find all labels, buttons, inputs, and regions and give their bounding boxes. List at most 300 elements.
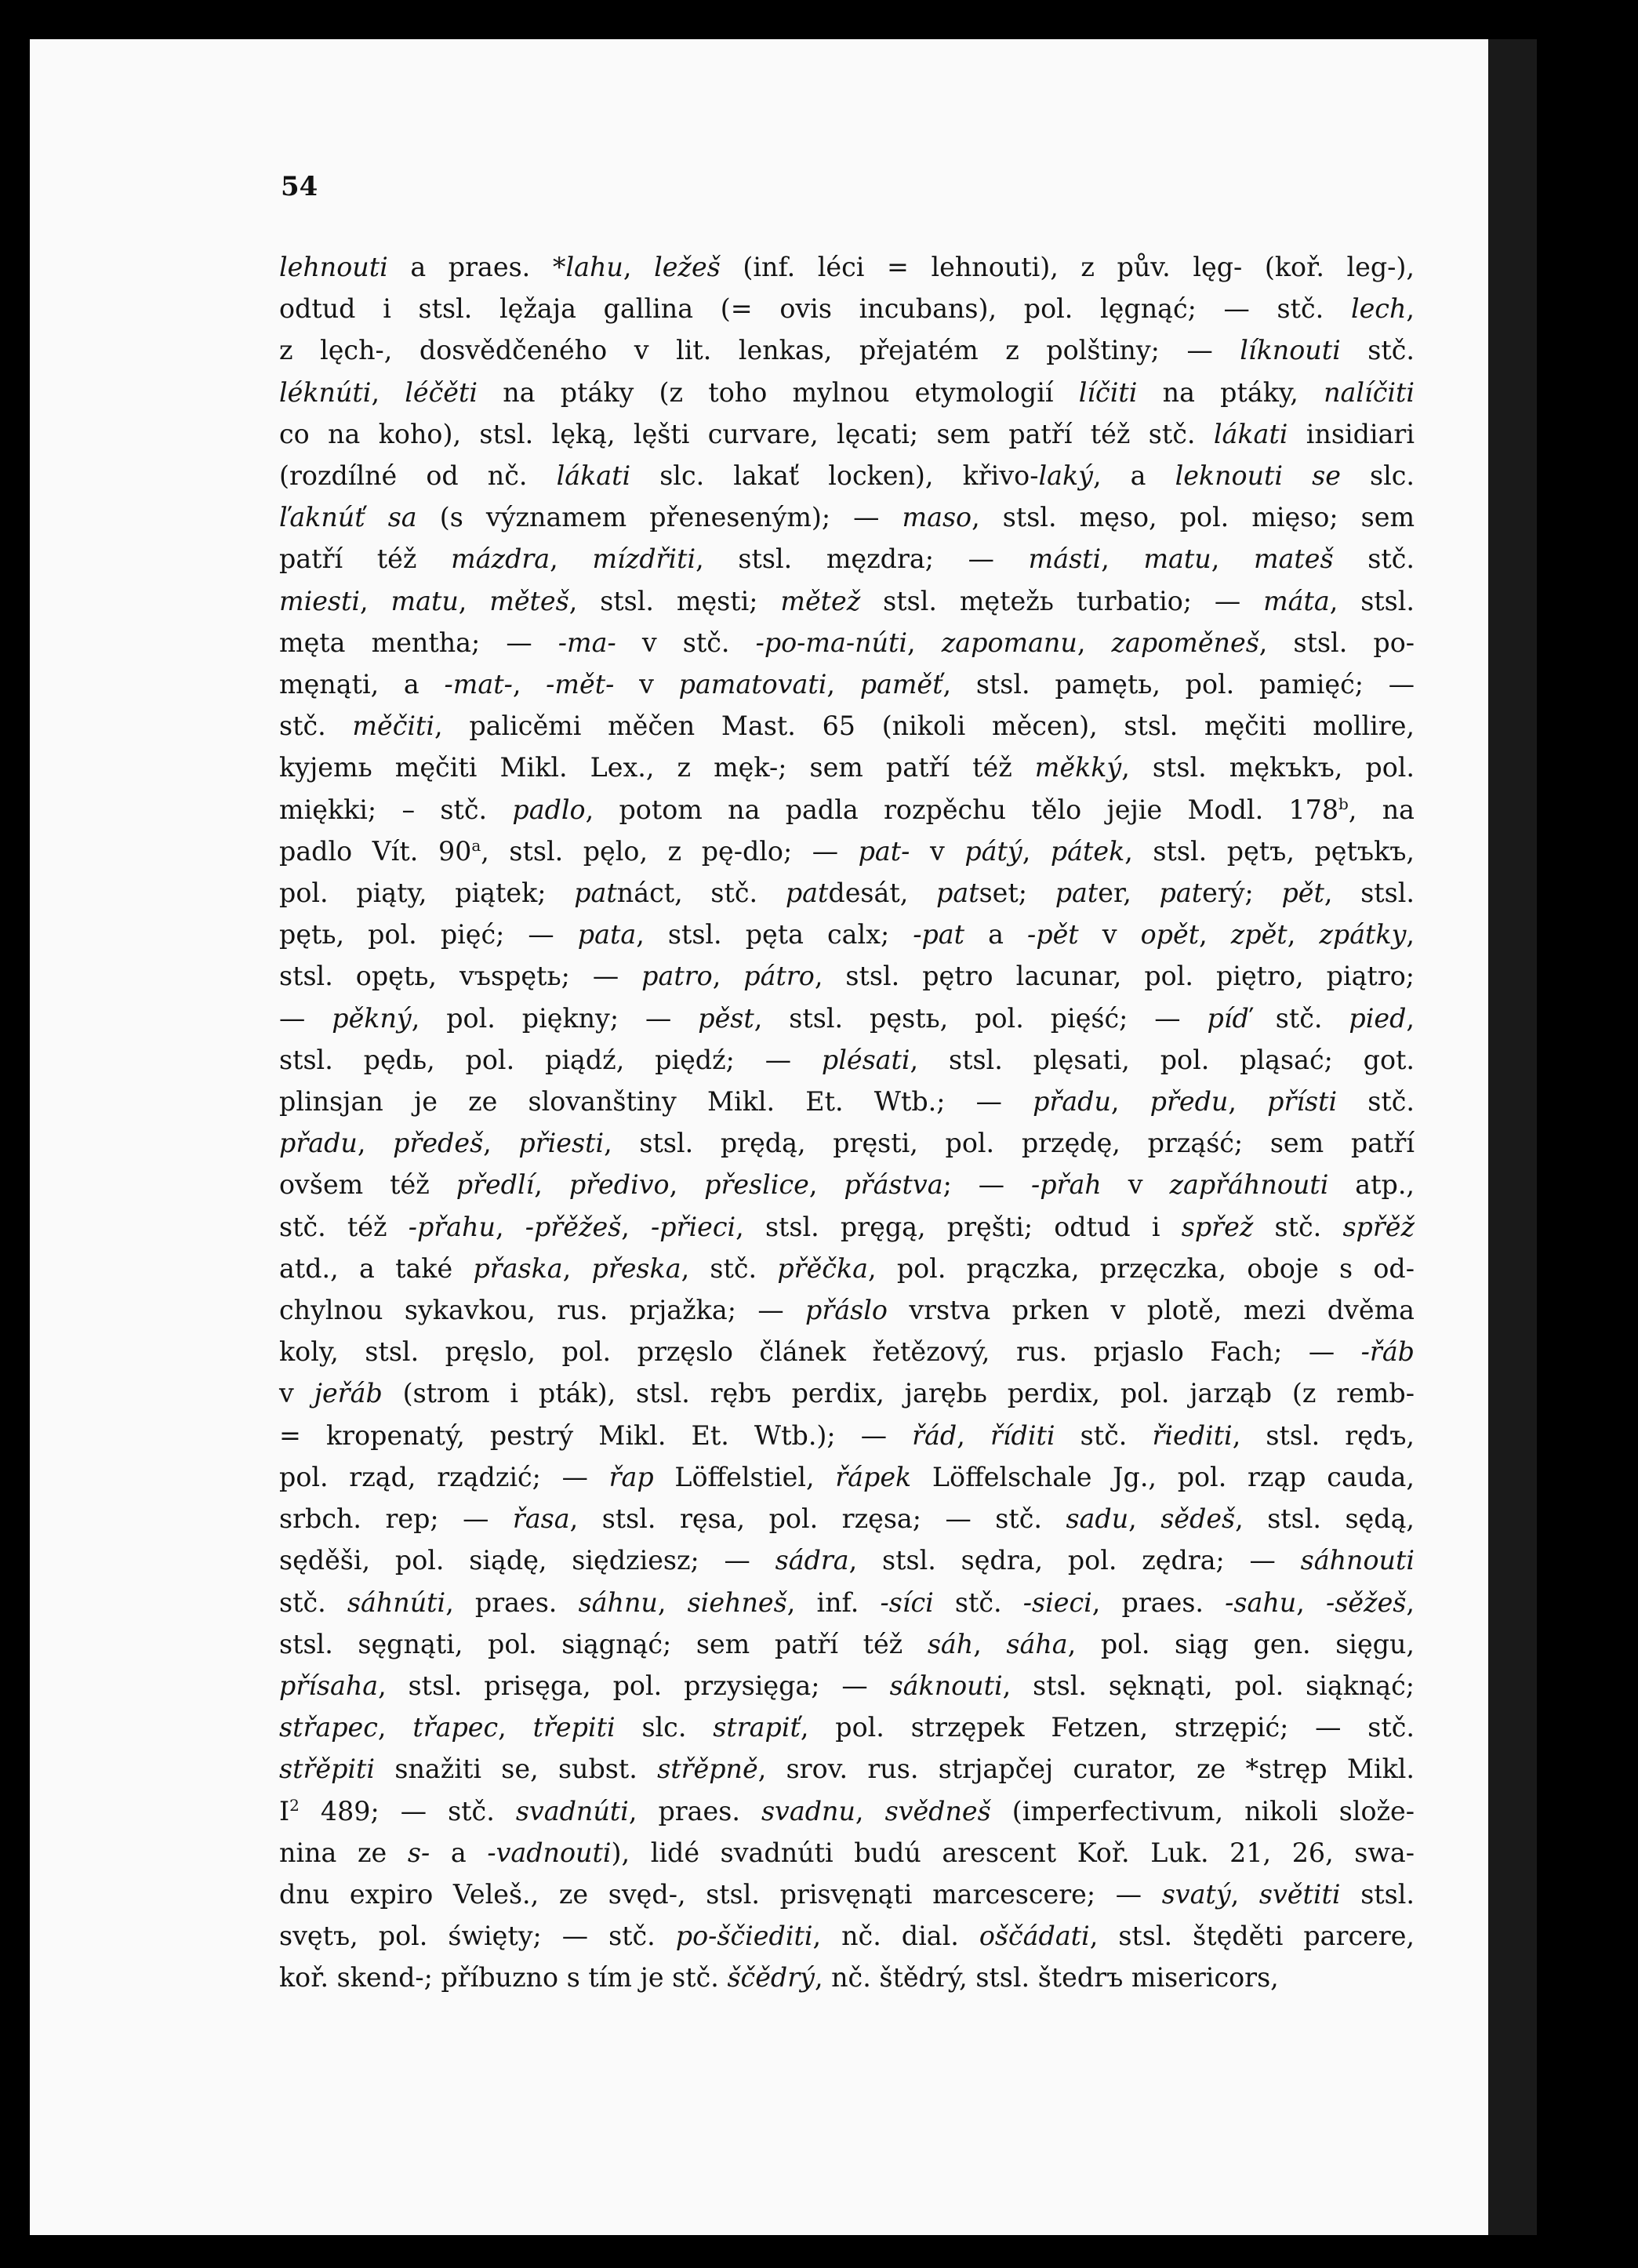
- text-line: [279, 1832, 1415, 1874]
- italic-term: *lahu: [552, 252, 623, 282]
- text-segment: ,: [1406, 1002, 1415, 1034]
- text-segment: , stsl. sędra, pol. zędra; —: [848, 1545, 1301, 1576]
- text-segment: ; —: [942, 1169, 1031, 1201]
- italic-term: pat: [1159, 878, 1203, 909]
- text-segment: stč.: [279, 1587, 347, 1618]
- italic-term: ľaknúť sa: [279, 502, 417, 533]
- text-line: [279, 998, 1415, 1039]
- text-segment: odtud i stsl. lęžaja gallina (= ovis incubans), pol. lęgnąć; — stč.: [279, 293, 1351, 325]
- text-segment: , stsl. ręsa, pol. rzęsa; — stč.: [569, 1503, 1066, 1535]
- italic-term: strapiť: [713, 1712, 801, 1743]
- text-line: [279, 1498, 1415, 1539]
- italic-term: miesti: [279, 585, 361, 616]
- italic-term: po-ščiediti: [675, 1921, 813, 1952]
- text-segment: ,: [957, 1419, 990, 1451]
- text-line: [279, 1206, 1415, 1248]
- text-segment: stsl. opętь, vъspętь; —: [279, 961, 642, 992]
- italic-term: řád: [912, 1419, 957, 1451]
- text-segment: , stsl. sędą,: [1235, 1503, 1415, 1535]
- italic-term: mázdra: [451, 543, 550, 575]
- text-segment: , stsl. plęsati, pol. pląsać; got.: [910, 1044, 1415, 1075]
- text-segment: , nč. dial.: [812, 1921, 979, 1952]
- text-segment: , a: [1092, 460, 1175, 492]
- italic-term: mětež: [780, 585, 861, 616]
- italic-term: předu: [1150, 1086, 1229, 1118]
- text-segment: vrstva prken v plotě, mezi dvěma: [887, 1295, 1415, 1326]
- text-segment: , stsl. prisęga, pol. przysięga; —: [378, 1670, 890, 1701]
- italic-term: opět: [1140, 919, 1200, 950]
- text-segment: ,: [1406, 919, 1415, 950]
- text-line: [279, 1539, 1415, 1581]
- italic-term: matu: [390, 585, 459, 616]
- text-segment: , stč.: [681, 1252, 778, 1284]
- text-segment: , stsl. męso, pol. mięso; sem: [972, 502, 1415, 533]
- italic-term: přiesti: [518, 1128, 605, 1159]
- italic-term: -pat: [913, 919, 965, 950]
- italic-term: pata: [577, 919, 637, 950]
- italic-term: svadnúti: [515, 1795, 629, 1826]
- text-line: [279, 1623, 1415, 1665]
- italic-term: lákati: [556, 460, 631, 492]
- text-line: [279, 1122, 1415, 1164]
- text-segment: ,: [1128, 1503, 1161, 1535]
- text-segment: , stsl. pamętь, pol. pamięć; —: [942, 669, 1415, 700]
- text-segment: , pol. strzępek Fetzen, strzępić; — stč.: [800, 1712, 1415, 1743]
- text-line: [279, 955, 1415, 997]
- text-segment: ,: [712, 961, 744, 992]
- text-segment: ,: [855, 1795, 885, 1826]
- text-segment: ,: [973, 1628, 1007, 1659]
- italic-term: třepiti: [532, 1712, 616, 1743]
- text-segment: ,: [1077, 627, 1112, 658]
- text-segment: , stsl. mękъkъ, pol.: [1121, 752, 1415, 783]
- text-line: [279, 914, 1415, 955]
- italic-term: jeřáb: [314, 1378, 383, 1409]
- italic-term: maso: [902, 502, 972, 533]
- text-line: [279, 538, 1415, 580]
- italic-term: mízdřiti: [592, 543, 696, 575]
- italic-term: přaska: [473, 1252, 563, 1284]
- text-segment: , pol. prączka, przęczka, oboje s od-: [867, 1252, 1415, 1284]
- text-line: [279, 1248, 1415, 1289]
- text-segment: atp.,: [1328, 1169, 1415, 1201]
- text-line: [279, 1748, 1415, 1790]
- italic-term: pátek: [1050, 835, 1125, 867]
- italic-term: sáhnúti: [347, 1587, 446, 1618]
- text-segment: v: [614, 669, 679, 700]
- text-segment: stč.: [1055, 1419, 1153, 1451]
- text-segment: , stsl. rędъ,: [1232, 1419, 1415, 1451]
- text-line: [279, 329, 1415, 371]
- italic-term: -po-ma-núti: [755, 627, 908, 658]
- italic-term: pátro: [743, 961, 815, 992]
- text-line: [279, 1582, 1415, 1623]
- text-segment: (rozdílné od nč.: [279, 460, 557, 492]
- italic-term: -síci: [880, 1587, 934, 1618]
- text-line: [279, 622, 1415, 663]
- text-segment: stč.: [1333, 543, 1415, 575]
- italic-term: přeslice: [704, 1169, 809, 1201]
- text-segment: sęděši, pol. siądę, siędziesz; —: [279, 1545, 775, 1576]
- text-line: [279, 831, 1415, 872]
- text-segment: ,: [621, 1211, 652, 1242]
- italic-term: sáh: [927, 1628, 974, 1659]
- italic-term: -mat-: [444, 669, 513, 700]
- text-segment: pol. piąty, piątek;: [279, 878, 575, 909]
- italic-term: patro: [641, 961, 713, 992]
- text-segment: , stsl. štęděti parcere,: [1089, 1921, 1415, 1952]
- text-segment: stsl. pędь, pol. piądź, piędź; —: [279, 1044, 822, 1075]
- text-segment: v: [1101, 1169, 1170, 1201]
- italic-term: plésati: [821, 1044, 910, 1075]
- text-segment: stsl.: [1340, 1878, 1415, 1910]
- text-segment: miękki; – stč.: [279, 794, 513, 825]
- text-segment: stč. též: [279, 1211, 409, 1242]
- text-segment: atd., a také: [279, 1252, 474, 1284]
- italic-term: nalíčiti: [1324, 376, 1415, 408]
- italic-term: přísaha: [279, 1670, 379, 1701]
- text-segment: = kropenatý, pestrý Mikl. Et. Wtb.); —: [279, 1419, 913, 1451]
- italic-term: předeš: [393, 1128, 484, 1159]
- text-segment: , srov. rus. strjapčej curator, ze *stręp Mikl.: [757, 1754, 1415, 1785]
- italic-term: sáknouti: [889, 1670, 1003, 1701]
- text-segment: ,: [371, 376, 405, 408]
- text-segment: , pol. piękny; —: [411, 1002, 699, 1034]
- italic-term: -pět: [1027, 919, 1079, 950]
- italic-term: lech: [1350, 293, 1407, 325]
- italic-term: sadu: [1066, 1503, 1129, 1535]
- text-segment: chylnou sykavkou, rus. prjažka; —: [279, 1295, 806, 1326]
- text-segment: (s významem přeneseným); —: [416, 502, 903, 533]
- text-line: [279, 1039, 1415, 1081]
- text-segment: a praes.: [387, 252, 553, 282]
- text-segment: , nč. štědrý, stsl. štedrъ misericors,: [814, 1962, 1279, 1994]
- text-line: [279, 455, 1415, 496]
- page-edge-shadow: [1488, 39, 1537, 2235]
- italic-term: pět: [1281, 878, 1324, 909]
- italic-term: sáhnu: [578, 1587, 658, 1618]
- italic-term: spřěž: [1342, 1211, 1415, 1242]
- text-segment: ,: [808, 1169, 844, 1201]
- text-segment: , palicěmi měčen Mast. 65 (nikoli měcen), stsl. męčiti mollire,: [434, 711, 1415, 742]
- text-segment: , stsl. pręgą, pręšti; odtud i: [735, 1211, 1182, 1242]
- italic-term: -řáb: [1360, 1336, 1415, 1368]
- italic-term: másti: [1028, 543, 1102, 575]
- text-segment: , na: [1348, 794, 1415, 825]
- text-segment: , stsl. po-: [1258, 627, 1415, 658]
- text-segment: a: [964, 919, 1028, 950]
- text-segment: ,: [1228, 1086, 1268, 1118]
- italic-term: přástva: [844, 1169, 943, 1201]
- italic-term: sědeš: [1160, 1503, 1236, 1535]
- text-segment: v: [910, 835, 965, 867]
- italic-term: měteš: [489, 585, 569, 616]
- italic-term: říditi: [990, 1419, 1055, 1451]
- text-segment: ovšem též: [279, 1169, 456, 1201]
- italic-term: lehnouti: [279, 252, 388, 282]
- text-line: [279, 496, 1415, 538]
- text-segment: ), lidé svadnúti budú arescent Koř. Luk. 21, 26, swa-: [611, 1837, 1415, 1868]
- italic-term: -sěžeš: [1326, 1587, 1407, 1618]
- text-segment: , stsl.: [1329, 585, 1415, 616]
- superscript: b: [1338, 794, 1349, 813]
- italic-term: leknouti se: [1175, 460, 1341, 492]
- text-line: [279, 580, 1415, 622]
- italic-term: přadu: [1033, 1086, 1111, 1118]
- italic-term: -přahu: [408, 1211, 496, 1242]
- italic-term: -mět-: [546, 669, 615, 700]
- italic-term: léčěti: [405, 376, 478, 408]
- text-segment: plinsjan je ze slovanštiny Mikl. Et. Wtb.; —: [279, 1086, 1033, 1118]
- italic-term: píď: [1207, 1002, 1249, 1034]
- italic-term: lákati: [1213, 418, 1288, 449]
- italic-term: ščědrý: [727, 1962, 815, 1994]
- italic-term: přadu: [279, 1128, 358, 1159]
- italic-term: pat: [785, 878, 829, 909]
- italic-term: pied: [1349, 1002, 1407, 1034]
- text-segment: , stsl. pęstь, pol. pięść; —: [754, 1002, 1208, 1034]
- text-segment: dnu expiro Veleš., ze svęd-, stsl. prisvęnąti marcescere; —: [279, 1878, 1162, 1910]
- italic-term: pamatovati: [678, 669, 827, 700]
- text-segment: na ptáky (z toho mylnou etymologií: [478, 376, 1079, 408]
- italic-term: siehneš: [687, 1587, 787, 1618]
- text-segment: stč.: [1340, 335, 1415, 366]
- italic-term: zpátky: [1319, 919, 1407, 950]
- text-segment: ,: [907, 627, 942, 658]
- text-segment: snažiti se, subst.: [375, 1754, 658, 1785]
- text-segment: slc.: [615, 1712, 714, 1743]
- text-segment: , inf.: [786, 1587, 881, 1618]
- page-number: 54: [281, 171, 318, 202]
- text-line: [279, 705, 1415, 747]
- text-segment: —: [279, 1002, 332, 1034]
- italic-term: měčiti: [352, 711, 435, 742]
- text-segment: stč.: [1253, 1211, 1343, 1242]
- text-segment: , stsl. męzdra; —: [696, 543, 1029, 575]
- text-segment: 489; — stč.: [299, 1795, 516, 1826]
- text-segment: svętъ, pol. święty; — stč.: [279, 1921, 676, 1952]
- text-line: [279, 372, 1415, 413]
- text-segment: pol. rząd, rządzić; —: [279, 1461, 609, 1492]
- text-segment: kyjemь męčiti Mikl. Lex., z męk-; sem patří též: [279, 752, 1035, 783]
- text-segment: set;: [979, 878, 1055, 909]
- text-segment: slc.: [1340, 460, 1415, 492]
- italic-term: řápek: [835, 1461, 912, 1492]
- italic-term: předivo: [568, 1169, 670, 1201]
- text-segment: (inf. léci = lehnouti), z pův. lęg- (koř. leg-),: [720, 252, 1415, 282]
- italic-term: pěst: [698, 1002, 754, 1034]
- italic-term: -přěžeš: [525, 1211, 622, 1242]
- text-line: [279, 246, 1415, 288]
- text-segment: ,: [623, 252, 655, 282]
- text-segment: koř. skend-; příbuzno s tím je stč.: [279, 1962, 728, 1994]
- italic-term: světiti: [1258, 1878, 1341, 1910]
- italic-term: s-: [407, 1837, 430, 1868]
- italic-term: předlí: [456, 1169, 535, 1201]
- text-line: [279, 872, 1415, 914]
- italic-term: zapomanu: [941, 627, 1077, 658]
- text-line: [279, 747, 1415, 788]
- italic-term: matu: [1143, 543, 1211, 575]
- text-line: [279, 1331, 1415, 1372]
- italic-term: pat: [574, 878, 617, 909]
- text-segment: stsl. mętežь turbatio; —: [860, 585, 1264, 616]
- text-segment: stč.: [933, 1587, 1023, 1618]
- italic-term: přáslo: [805, 1295, 888, 1326]
- text-line: [279, 413, 1415, 455]
- text-segment: , potom na padla rozpěchu tělo jejie Modl. 178: [585, 794, 1339, 825]
- superscript: a: [471, 835, 481, 855]
- text-segment: náct, stč.: [616, 878, 786, 909]
- text-segment: ,: [1296, 1587, 1326, 1618]
- superscript: 2: [289, 1795, 300, 1815]
- italic-term: pátý: [964, 835, 1022, 867]
- italic-term: střěpně: [657, 1754, 758, 1785]
- text-segment: na ptáky,: [1137, 376, 1324, 408]
- italic-term: laký: [1038, 460, 1093, 492]
- text-line: [279, 1790, 1415, 1832]
- text-segment: , stsl. pętъ, pętъkъ,: [1124, 835, 1415, 867]
- italic-term: líčiti: [1078, 376, 1138, 408]
- italic-term: střěpiti: [279, 1754, 376, 1785]
- text-segment: , stsl. prędą, pręsti, pol. przędę, prząść; sem patří: [604, 1128, 1415, 1159]
- italic-term: léknúti: [279, 376, 372, 408]
- text-segment: ,: [1211, 543, 1254, 575]
- italic-term: pat: [1055, 878, 1099, 909]
- italic-term: pat: [936, 878, 979, 909]
- text-segment: nina ze: [279, 1837, 408, 1868]
- text-segment: , stsl. pęlo, z pę-dlo; —: [481, 835, 859, 867]
- text-segment: ,: [458, 585, 490, 616]
- text-segment: Löffelschale Jg., pol. rząp cauda,: [911, 1461, 1415, 1492]
- italic-term: -vadnouti: [487, 1837, 612, 1868]
- text-segment: , stsl.: [1324, 878, 1415, 909]
- text-segment: v stč.: [616, 627, 756, 658]
- italic-term: -sieci: [1022, 1587, 1092, 1618]
- text-segment: srbch. rep; —: [279, 1503, 513, 1535]
- text-segment: ,: [562, 1252, 592, 1284]
- text-segment: koly, stsl. pręslo, pol. przęslo článek řetězový, rus. prjaslo Fach; —: [279, 1336, 1361, 1368]
- italic-term: oščádati: [979, 1921, 1090, 1952]
- text-segment: erý;: [1202, 878, 1282, 909]
- italic-term: -přieci: [651, 1211, 736, 1242]
- text-segment: co na koho), stsl. lęką, lęšti curvare, lęcati; sem patří též stč.: [279, 418, 1214, 449]
- italic-term: řap: [608, 1461, 654, 1492]
- text-segment: ,: [1110, 1086, 1150, 1118]
- italic-term: přěčka: [777, 1252, 868, 1284]
- text-line: [279, 1415, 1415, 1456]
- italic-term: řasa: [512, 1503, 570, 1535]
- text-segment: I: [279, 1795, 290, 1826]
- text-segment: (imperfectivum, nikoli slože-: [990, 1795, 1415, 1826]
- italic-term: ležeš: [654, 252, 721, 282]
- text-segment: , stsl. męsti;: [568, 585, 781, 616]
- text-segment: ,: [1406, 293, 1415, 325]
- text-segment: ,: [1022, 835, 1051, 867]
- text-line: [279, 1289, 1415, 1331]
- text-segment: ,: [1199, 919, 1231, 950]
- italic-term: máta: [1263, 585, 1330, 616]
- italic-term: padlo: [512, 794, 586, 825]
- text-segment: Löffelstiel,: [653, 1461, 836, 1492]
- text-segment: v: [279, 1378, 314, 1409]
- text-segment: stč.: [279, 711, 353, 742]
- text-line: [279, 1081, 1415, 1122]
- italic-term: pat-: [858, 835, 910, 867]
- text-segment: ,: [1230, 1878, 1259, 1910]
- text-segment: męta mentha; —: [279, 627, 558, 658]
- text-segment: er,: [1098, 878, 1160, 909]
- text-segment: padlo Vít. 90: [279, 835, 472, 867]
- text-segment: ,: [1287, 919, 1320, 950]
- text-segment: stč.: [1248, 1002, 1349, 1034]
- text-segment: , stsl. sęknąti, pol. siąknąć;: [1002, 1670, 1415, 1701]
- text-segment: ,: [360, 585, 391, 616]
- text-segment: stč.: [1337, 1086, 1415, 1118]
- italic-term: líknouti: [1240, 335, 1341, 366]
- text-segment: stsl. sęgnąti, pol. siągnąć; sem patří též: [279, 1628, 928, 1659]
- italic-term: sádra: [775, 1545, 849, 1576]
- italic-term: svadnu: [761, 1795, 855, 1826]
- italic-term: svědneš: [884, 1795, 991, 1826]
- italic-term: sáhnouti: [1300, 1545, 1415, 1576]
- text-segment: , stsl. pętro lacunar, pol. piętro, piątro;: [814, 961, 1415, 992]
- text-line: [279, 789, 1415, 831]
- italic-term: zapřáhnouti: [1169, 1169, 1329, 1201]
- text-segment: insidiari: [1288, 418, 1415, 449]
- text-segment: męnąti, a: [279, 669, 445, 700]
- italic-term: -sahu: [1225, 1587, 1297, 1618]
- italic-term: pěkný: [332, 1002, 412, 1034]
- text-segment: ,: [483, 1128, 519, 1159]
- italic-term: řiediti: [1152, 1419, 1233, 1451]
- italic-term: střapec: [279, 1712, 378, 1743]
- text-segment: , praes.: [628, 1795, 761, 1826]
- text-segment: ,: [495, 1211, 525, 1242]
- text-segment: ,: [1406, 1587, 1415, 1618]
- text-line: [279, 1706, 1415, 1748]
- text-segment: ,: [377, 1712, 413, 1743]
- text-segment: , praes.: [1091, 1587, 1226, 1618]
- italic-term: mateš: [1253, 543, 1334, 575]
- text-line: [279, 1164, 1415, 1205]
- text-segment: v: [1078, 919, 1141, 950]
- text-line: [279, 663, 1415, 705]
- text-line: [279, 288, 1415, 329]
- text-segment: ,: [657, 1587, 688, 1618]
- italic-term: měkký: [1034, 752, 1122, 783]
- italic-term: svatý: [1161, 1878, 1231, 1910]
- text-segment: pętь, pol. pięć; —: [279, 919, 578, 950]
- text-segment: , pol. siąg gen. sięgu,: [1067, 1628, 1415, 1659]
- text-segment: ,: [534, 1169, 569, 1201]
- italic-term: -ma-: [558, 627, 616, 658]
- text-segment: ,: [550, 543, 593, 575]
- text-segment: z lęch-, dosvědčeného v lit. lenkas, přejatém z polštiny; —: [279, 335, 1240, 366]
- italic-term: sáha: [1006, 1628, 1068, 1659]
- text-segment: a: [430, 1837, 488, 1868]
- italic-term: třapec: [412, 1712, 499, 1743]
- italic-term: -přah: [1030, 1169, 1102, 1201]
- italic-term: paměť: [859, 669, 943, 700]
- text-segment: ,: [826, 669, 860, 700]
- italic-term: zpět: [1230, 919, 1288, 950]
- italic-term: přísti: [1267, 1086, 1338, 1118]
- text-line: [279, 1915, 1415, 1957]
- text-segment: ,: [669, 1169, 705, 1201]
- italic-term: spřež: [1181, 1211, 1254, 1242]
- text-line: [279, 1372, 1415, 1414]
